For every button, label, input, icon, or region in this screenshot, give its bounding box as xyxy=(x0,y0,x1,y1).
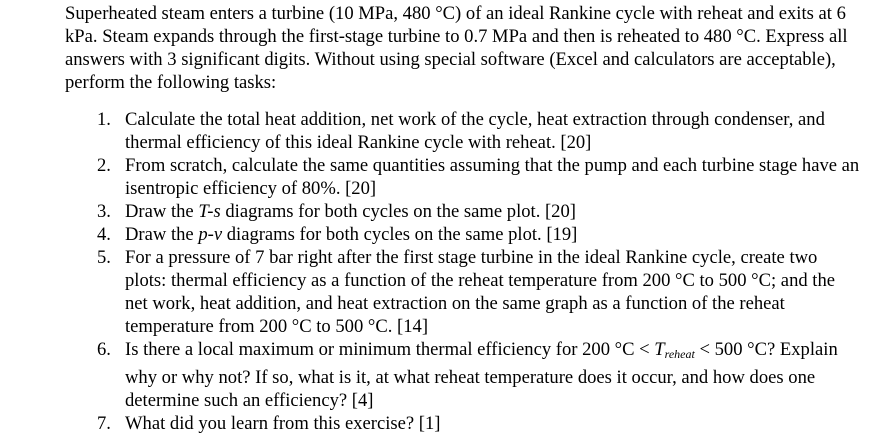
task-text xyxy=(125,201,576,222)
task-item-3 xyxy=(65,200,860,223)
temperature-variable: T xyxy=(654,339,665,360)
task-number: 7. xyxy=(97,413,111,434)
task-text: What did you learn from this exercise? [1] xyxy=(125,413,441,434)
task-text xyxy=(125,224,577,245)
task-text xyxy=(125,339,838,411)
task-item-6 xyxy=(65,338,860,412)
task-number: 1. xyxy=(97,109,111,130)
task-number: 5. xyxy=(97,247,111,268)
temperature-subscript: reheat xyxy=(664,347,695,361)
task-text: For a pressure of 7 bar right after the first stage turbine in the ideal Rankine cycle, create two plots: thermal efficiency as a function of the reheat temperature from 200 °C to 500 °C; and the net work, heat addition, and heat extraction on the same graph as a function of the reheat temperature from 200 °C to 500 °C. [14] xyxy=(125,247,836,337)
task-text-pre: Draw the xyxy=(125,224,199,245)
task-text: From scratch, calculate the same quantities assuming that the pump and each turbine stage have an isentropic efficiency of 80%. [20] xyxy=(125,155,860,199)
task-text-post: < 500 °C? Explain why or why not? If so, what is it, at what reheat temperature does it occur, and how does one determine such an efficiency? [4] xyxy=(125,339,838,411)
task-text-post: diagrams for both cycles on the same plot. [19] xyxy=(222,224,578,245)
task-number: 2. xyxy=(97,155,111,176)
task-item-4 xyxy=(65,223,860,246)
task-item-2 xyxy=(65,154,860,200)
task-text-post: diagrams for both cycles on the same plot. [20] xyxy=(220,201,576,222)
task-item-5 xyxy=(65,246,860,338)
intro-paragraph: Superheated steam enters a turbine (10 MPa, 480 °C) of an ideal Rankine cycle with reheat and exits at 6 kPa. Steam expands through the first-stage turbine to 0.7 MPa and then is reheated to 480 °C. Express all answers with 3 significant digits. Without using special software (Excel and calculators are acceptable), perform the following tasks: xyxy=(65,3,848,93)
task-item-1 xyxy=(65,108,860,154)
task-text-pre: Is there a local maximum or minimum thermal efficiency for 200 °C < xyxy=(125,339,655,360)
diagram-type-italic: p-v xyxy=(198,224,223,245)
diagram-type-italic: T-s xyxy=(198,201,221,222)
task-list xyxy=(65,108,860,435)
task-text-pre: Draw the xyxy=(125,201,199,222)
task-number: 4. xyxy=(97,224,111,245)
task-text: Calculate the total heat addition, net work of the cycle, heat extraction through condenser, and thermal efficiency of this ideal Rankine cycle with reheat. [20] xyxy=(125,109,825,153)
task-item-7 xyxy=(65,412,860,435)
task-number: 3. xyxy=(97,201,111,222)
task-number: 6. xyxy=(97,339,111,360)
